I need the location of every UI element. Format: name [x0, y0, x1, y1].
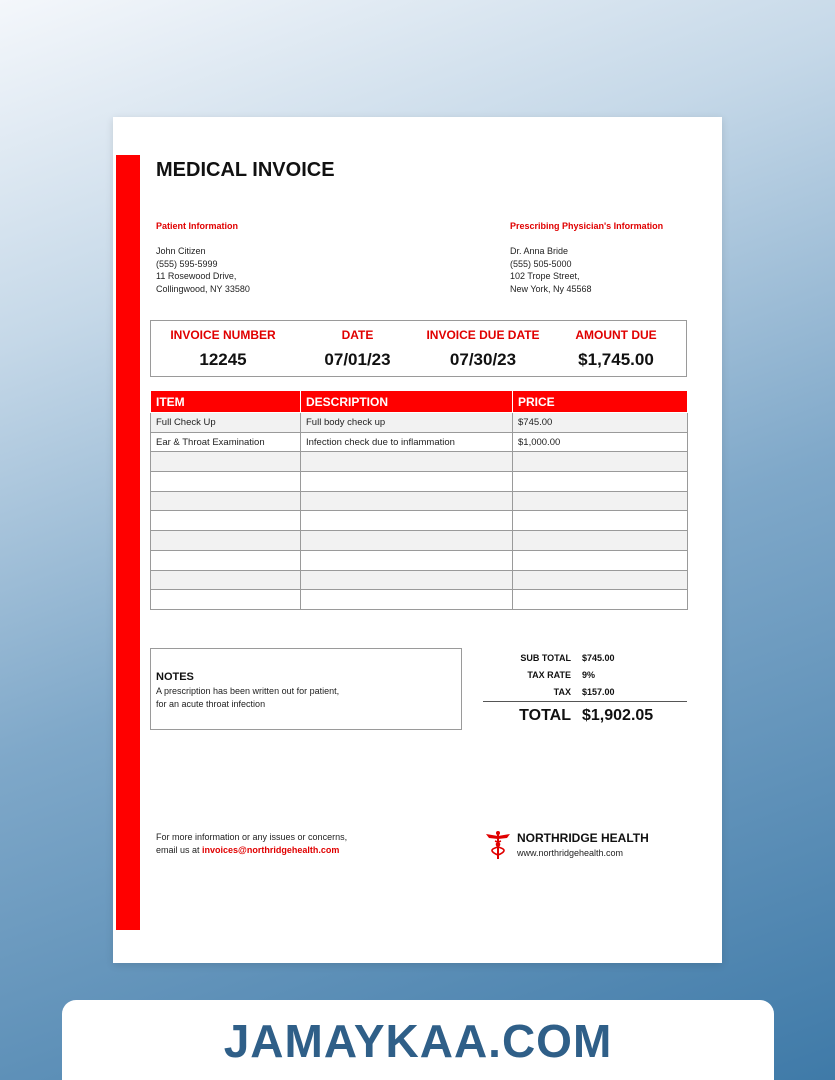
table-row	[151, 413, 688, 433]
item-cell	[151, 531, 301, 551]
tax-value: $157.00	[582, 687, 615, 697]
watermark-text: JAMAYKAA.COM	[223, 1015, 613, 1067]
totals-divider	[483, 701, 687, 702]
watermark-banner	[62, 1000, 774, 1080]
footer-email-link[interactable]: invoices@northridgehealth.com	[202, 845, 340, 855]
description-cell: Full body check up	[301, 413, 513, 433]
invoice-number-label: INVOICE NUMBER	[170, 328, 276, 342]
items-header-row	[151, 391, 688, 413]
notes-text	[156, 685, 339, 710]
table-row-empty	[151, 590, 688, 610]
notes-line-1: A prescription has been written out for patient,	[156, 686, 340, 696]
due-date-value: 07/30/23	[449, 350, 517, 369]
invoice-number-value: 12245	[199, 350, 247, 369]
due-date-label: INVOICE DUE DATE	[426, 328, 540, 342]
footer-line-2	[156, 844, 347, 857]
item-cell	[151, 491, 301, 511]
item-cell: Ear & Throat Examination	[151, 432, 301, 452]
notes-title: NOTES	[156, 671, 194, 683]
brand-url[interactable]: www.northridgehealth.com	[517, 848, 624, 858]
items-table	[150, 390, 688, 610]
patient-street: 11 Rosewood Drive,	[156, 271, 237, 281]
footer-email-prefix: email us at	[156, 845, 203, 855]
physician-name: Dr. Anna Bride	[510, 246, 569, 256]
date-label: DATE	[341, 328, 374, 342]
price-cell	[513, 550, 688, 570]
patient-info-label: Patient Information	[156, 221, 239, 231]
item-cell	[151, 570, 301, 590]
date-cell	[295, 321, 420, 376]
table-row-empty	[151, 472, 688, 492]
header-description: DESCRIPTION	[301, 391, 513, 413]
item-cell	[151, 590, 301, 610]
price-cell	[513, 491, 688, 511]
table-row-empty	[151, 531, 688, 551]
description-cell	[301, 570, 513, 590]
header-price: PRICE	[513, 391, 688, 413]
notes-box	[150, 648, 462, 730]
item-cell	[151, 550, 301, 570]
description-cell	[301, 452, 513, 472]
amount-due-value: $1,745.00	[578, 350, 654, 369]
header-item: ITEM	[151, 391, 301, 413]
description-cell	[301, 590, 513, 610]
table-row-empty	[151, 550, 688, 570]
description-cell	[301, 531, 513, 551]
patient-city: Collingwood, NY 33580	[156, 283, 250, 294]
physician-info-label: Prescribing Physician's Information	[510, 221, 664, 231]
footer-line-1: For more information or any issues or concerns,	[156, 832, 348, 842]
price-cell	[513, 570, 688, 590]
price-cell	[513, 531, 688, 551]
description-cell	[301, 491, 513, 511]
amount-due-cell	[546, 321, 686, 376]
caduceus-icon	[485, 830, 511, 860]
item-cell	[151, 472, 301, 492]
description-cell	[301, 472, 513, 492]
price-cell	[513, 590, 688, 610]
table-row-empty	[151, 570, 688, 590]
price-cell: $745.00	[513, 413, 688, 433]
date-value: 07/01/23	[324, 350, 391, 369]
amount-due-label: AMOUNT DUE	[575, 328, 657, 342]
invoice-number-cell	[151, 321, 295, 376]
table-row	[151, 432, 688, 452]
accent-bar	[116, 155, 140, 930]
item-cell: Full Check Up	[151, 413, 301, 433]
item-cell	[151, 511, 301, 531]
invoice-title: MEDICAL INVOICE	[156, 159, 335, 181]
price-cell	[513, 511, 688, 531]
physician-street: 102 Trope Street,	[510, 271, 580, 281]
total-label: TOTAL	[519, 707, 571, 724]
price-cell	[513, 472, 688, 492]
item-cell	[151, 452, 301, 472]
notes-line-2: for an acute throat infection	[156, 698, 266, 709]
physician-city: New York, Ny 45568	[510, 283, 592, 294]
brand-name: NORTHRIDGE HEALTH	[517, 831, 649, 845]
table-row-empty	[151, 452, 688, 472]
invoice-summary	[150, 320, 687, 377]
due-date-cell	[420, 321, 546, 376]
subtotal-value: $745.00	[582, 653, 615, 663]
table-row-empty	[151, 491, 688, 511]
table-row-empty	[151, 511, 688, 531]
tax-label: TAX	[553, 687, 571, 697]
tax-rate-value: 9%	[582, 670, 596, 680]
description-cell	[301, 511, 513, 531]
patient-name: John Citizen	[156, 246, 206, 256]
footer-contact	[156, 831, 347, 857]
physician-phone: (555) 505-5000	[510, 258, 572, 269]
tax-rate-label: TAX RATE	[527, 670, 571, 680]
invoice-page	[113, 117, 722, 963]
total-value: $1,902.05	[582, 707, 654, 724]
price-cell	[513, 452, 688, 472]
physician-info	[510, 245, 592, 295]
patient-info	[156, 245, 250, 295]
description-cell	[301, 550, 513, 570]
subtotal-label: SUB TOTAL	[520, 653, 571, 663]
patient-phone: (555) 595-5999	[156, 258, 218, 269]
description-cell: Infection check due to inflammation	[301, 432, 513, 452]
price-cell: $1,000.00	[513, 432, 688, 452]
